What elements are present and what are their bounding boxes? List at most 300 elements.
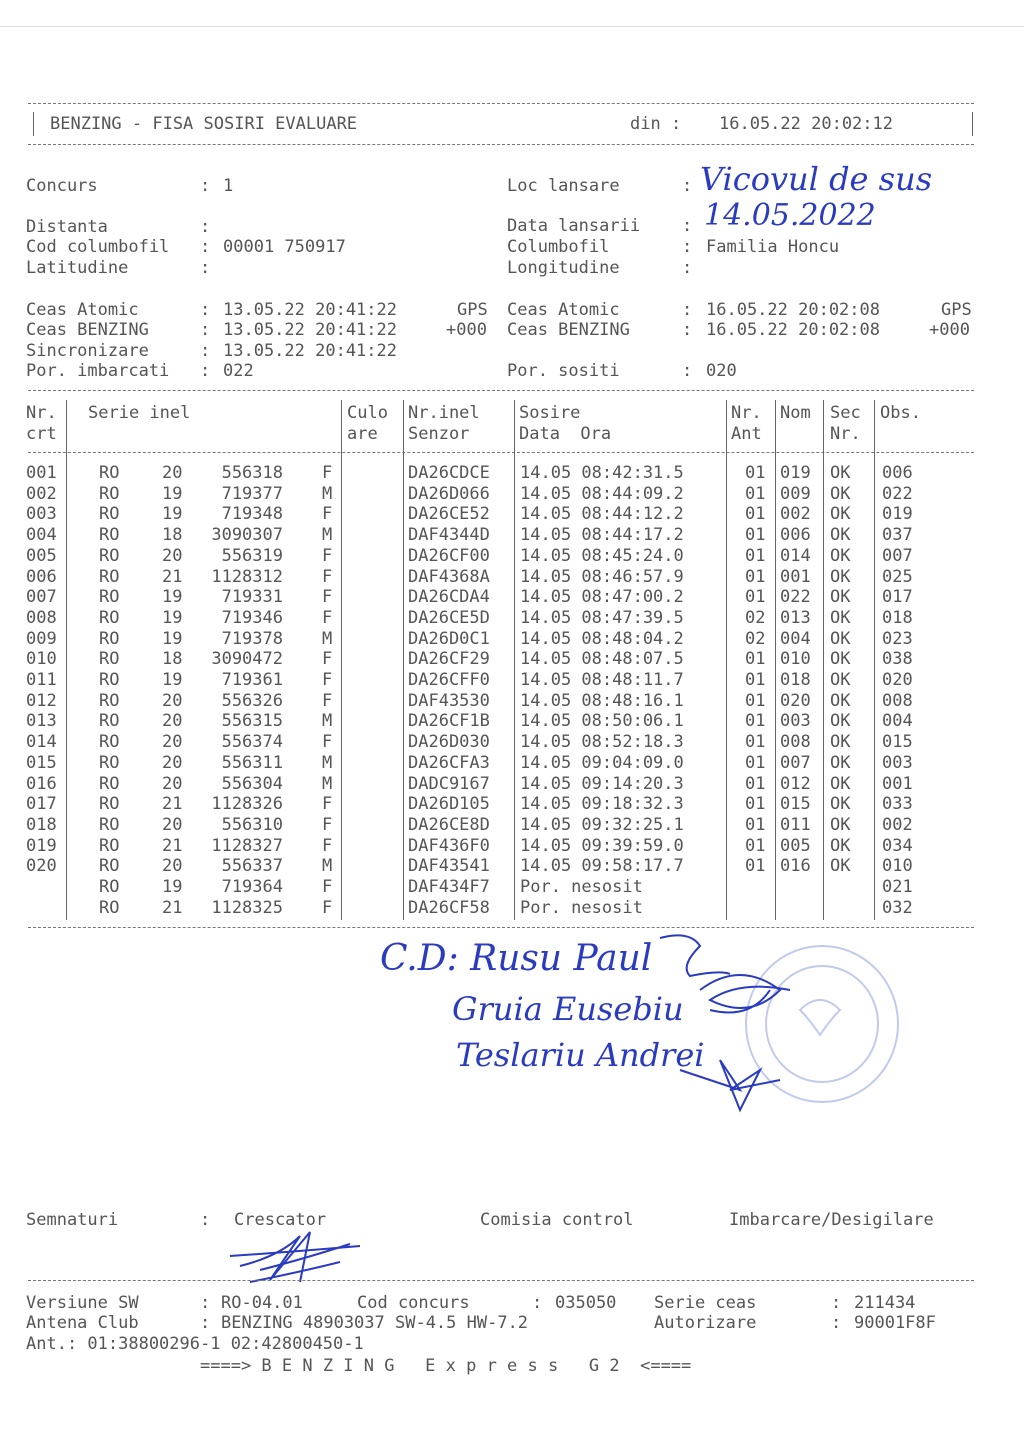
row-nom: 015: [780, 794, 811, 815]
colon: :: [682, 258, 693, 278]
row-sec: OK: [830, 649, 851, 670]
row-country: RO: [99, 814, 120, 835]
row-obs: 025: [882, 566, 913, 587]
colon: :: [200, 1293, 211, 1313]
row-arrival: 14.05 08:52:18.3: [520, 732, 684, 753]
row-arrival: 14.05 09:58:17.7: [520, 856, 684, 877]
col-header-serie-inel: Serie inel: [88, 403, 191, 423]
row-antenna: 01: [745, 545, 766, 566]
row-country: RO: [99, 732, 120, 753]
cod-columbofil-label: Cod columbofil: [26, 237, 170, 257]
row-arrival: 14.05 08:46:57.9: [520, 566, 684, 587]
column-divider: [514, 400, 515, 920]
report-title: BENZING - FISA SOSIRI EVALUARE: [50, 114, 358, 134]
colon: :: [200, 1313, 211, 1333]
handwritten-commission-line-2: Gruia Eusebiu: [452, 990, 684, 1028]
row-nr: 013: [26, 711, 57, 732]
col-header-crt: crt: [26, 424, 57, 444]
row-year: 19: [162, 628, 183, 649]
col-header-obs: Obs.: [880, 403, 921, 423]
col-header-culoare-2: are: [347, 424, 378, 444]
row-year: 20: [162, 856, 183, 877]
scan-edge: [0, 26, 1024, 27]
colon: :: [200, 258, 211, 278]
row-antenna: 02: [745, 628, 766, 649]
row-antenna: 01: [745, 752, 766, 773]
row-sec: OK: [830, 628, 851, 649]
column-divider: [726, 400, 727, 920]
colon: :: [831, 1293, 842, 1313]
col-header-sec: Sec: [830, 403, 861, 423]
row-sex: M: [322, 483, 333, 504]
row-obs: 003: [882, 752, 913, 773]
row-sex: F: [322, 545, 333, 566]
row-ring-number: 556304: [221, 773, 283, 794]
row-arrival: 14.05 08:42:31.5: [520, 463, 684, 483]
serie-ceas-label: Serie ceas: [654, 1293, 757, 1313]
row-nr: 020: [26, 856, 57, 877]
row-sec: OK: [830, 463, 851, 483]
row-antenna: 01: [745, 670, 766, 690]
row-ring-number: 1128325: [211, 897, 283, 918]
row-year: 21: [162, 566, 183, 587]
col-header-senzor: Senzor: [408, 424, 470, 444]
row-antenna: 01: [745, 732, 766, 753]
row-arrival: 14.05 08:50:06.1: [520, 711, 684, 732]
column-divider: [823, 400, 824, 920]
row-nr: 004: [26, 525, 57, 546]
row-antenna: 01: [745, 587, 766, 608]
loc-lansare-label: Loc lansare: [507, 176, 620, 196]
row-country: RO: [99, 690, 120, 711]
row-ring-number: 1128326: [211, 794, 283, 815]
row-nr: 012: [26, 690, 57, 711]
row-sex: F: [322, 897, 333, 918]
row-nom: 019: [780, 463, 811, 483]
row-ring-number: 1128327: [211, 835, 283, 856]
row-ring-number: 1128312: [211, 566, 283, 587]
row-ring-number: 556337: [221, 856, 283, 877]
row-arrival: 14.05 08:44:17.2: [520, 525, 684, 546]
row-sex: M: [322, 752, 333, 773]
row-country: RO: [99, 483, 120, 504]
row-nr: 003: [26, 504, 57, 525]
row-year: 20: [162, 711, 183, 732]
row-nr: 005: [26, 545, 57, 566]
colon: :: [682, 237, 693, 257]
row-country: RO: [99, 835, 120, 856]
row-nr: 014: [26, 732, 57, 753]
row-arrival: 14.05 09:39:59.0: [520, 835, 684, 856]
row-sex: M: [322, 711, 333, 732]
ceas-benzing-end-value: 16.05.22 20:02:08: [706, 320, 880, 340]
crescator-label: Crescator: [234, 1210, 327, 1230]
row-nom: 003: [780, 711, 811, 732]
row-sensor: DA26CE8D: [408, 814, 490, 835]
row-arrival: 14.05 09:04:09.0: [520, 752, 684, 773]
row-arrival: 14.05 09:32:25.1: [520, 814, 684, 835]
row-year: 18: [162, 525, 183, 546]
row-obs: 001: [882, 773, 913, 794]
row-obs: 002: [882, 814, 913, 835]
colon: :: [682, 216, 693, 236]
colon: :: [200, 217, 211, 237]
row-arrival: 14.05 08:47:39.5: [520, 607, 684, 628]
row-obs: 023: [882, 628, 913, 649]
cod-concurs-label: Cod concurs: [357, 1293, 470, 1313]
row-arrival: 14.05 08:48:16.1: [520, 690, 684, 711]
colon: :: [200, 320, 211, 340]
row-sec: OK: [830, 525, 851, 546]
row-obs: 034: [882, 835, 913, 856]
row-antenna: 01: [745, 525, 766, 546]
express-banner: ====> B E N Z I N G E x p r e s s G 2 <====: [200, 1356, 692, 1376]
signature-scribble-2: [700, 975, 790, 1013]
row-sex: F: [322, 877, 333, 897]
concurs-value: 1: [223, 176, 234, 196]
concurs-label: Concurs: [26, 176, 98, 196]
row-ring-number: 719364: [221, 877, 283, 897]
table-header-border: [28, 452, 974, 453]
row-sensor: DA26CDA4: [408, 587, 490, 608]
row-nr: 007: [26, 587, 57, 608]
columbofil-value: Familia Honcu: [706, 237, 840, 257]
row-sex: F: [322, 649, 333, 670]
row-nom: 020: [780, 690, 811, 711]
row-ring-number: 719348: [221, 504, 283, 525]
row-obs: 017: [882, 587, 913, 608]
col-header-nr-inel: Nr.inel: [408, 403, 480, 423]
row-year: 21: [162, 835, 183, 856]
row-year: 19: [162, 504, 183, 525]
row-country: RO: [99, 463, 120, 483]
row-ring-number: 719361: [221, 670, 283, 690]
row-country: RO: [99, 607, 120, 628]
row-year: 20: [162, 545, 183, 566]
por-imbarcati-label: Por. imbarcati: [26, 361, 170, 381]
row-sec: OK: [830, 732, 851, 753]
por-imbarcati-value: 022: [223, 361, 254, 381]
row-ring-number: 556311: [221, 752, 283, 773]
row-obs: 015: [882, 732, 913, 753]
row-country: RO: [99, 525, 120, 546]
por-sositi-label: Por. sositi: [507, 361, 620, 381]
row-sex: M: [322, 525, 333, 546]
ceas-benzing-start-suffix: +000: [446, 320, 487, 340]
row-sensor: DA26D066: [408, 483, 490, 504]
handwritten-commission-line-3: Teslariu Andrei: [456, 1036, 705, 1074]
row-sensor: DA26CFF0: [408, 670, 490, 690]
row-nom: 018: [780, 670, 811, 690]
latitudine-label: Latitudine: [26, 258, 129, 278]
col-header-data-ora: Data Ora: [519, 424, 612, 444]
row-antenna: 01: [745, 463, 766, 483]
colon: :: [682, 176, 693, 196]
row-antenna: 01: [745, 690, 766, 711]
row-obs: 037: [882, 525, 913, 546]
row-antenna: 02: [745, 607, 766, 628]
signature-scribble-3: [680, 1060, 780, 1110]
row-nom: 004: [780, 628, 811, 649]
col-header-culoare: Culo: [347, 403, 388, 423]
report-date-label: din :: [630, 114, 682, 134]
versiune-sw-value: RO-04.01: [221, 1293, 303, 1313]
ceas-atomic-end-label: Ceas Atomic: [507, 300, 620, 320]
table-top-border: [28, 390, 974, 391]
row-ring-number: 719378: [221, 628, 283, 649]
row-country: RO: [99, 649, 120, 670]
row-sec: OK: [830, 607, 851, 628]
column-divider: [66, 400, 67, 920]
row-ring-number: 556319: [221, 545, 283, 566]
row-sec: OK: [830, 670, 851, 690]
row-sensor: DA26CFA3: [408, 752, 490, 773]
row-arrival: 14.05 08:48:07.5: [520, 649, 684, 670]
row-arrival: 14.05 08:44:12.2: [520, 504, 684, 525]
row-nom: 012: [780, 773, 811, 794]
row-sec: OK: [830, 814, 851, 835]
row-obs: 007: [882, 545, 913, 566]
row-sex: F: [322, 566, 333, 587]
antena-club-value: BENZING 48903037 SW-4.5 HW-7.2: [221, 1313, 529, 1333]
row-sensor: DAF434F7: [408, 877, 490, 897]
colon: :: [200, 237, 211, 257]
data-lansarii-label: Data lansarii: [507, 216, 641, 236]
row-sex: F: [322, 607, 333, 628]
row-sec: OK: [830, 835, 851, 856]
colon: :: [532, 1293, 543, 1313]
row-country: RO: [99, 670, 120, 690]
column-divider: [341, 400, 342, 920]
row-sex: F: [322, 670, 333, 690]
col-header-nr-ant: Nr.: [731, 403, 762, 423]
ceas-benzing-end-label: Ceas BENZING: [507, 320, 630, 340]
row-antenna: 01: [745, 566, 766, 587]
row-nr: 010: [26, 649, 57, 670]
antenna-ids: Ant.: 01:38800296-1 02:42800450-1: [26, 1334, 364, 1354]
row-nom: 007: [780, 752, 811, 773]
row-sex: F: [322, 463, 333, 483]
autorizare-label: Autorizare: [654, 1313, 757, 1333]
row-nr: 017: [26, 794, 57, 815]
row-obs: 006: [882, 463, 913, 483]
header-right-border: [972, 112, 973, 136]
row-year: 19: [162, 607, 183, 628]
col-header-nr: Nr.: [26, 403, 57, 423]
row-antenna: 01: [745, 835, 766, 856]
row-obs: 019: [882, 504, 913, 525]
colon: :: [200, 176, 211, 196]
signatures-and-stamp: [640, 920, 920, 1120]
row-sex: M: [322, 628, 333, 649]
row-sensor: DA26CF00: [408, 545, 490, 566]
row-obs: 010: [882, 856, 913, 877]
row-obs: 018: [882, 607, 913, 628]
colon: :: [831, 1313, 842, 1333]
row-sec: OK: [830, 504, 851, 525]
row-arrival: 14.05 08:45:24.0: [520, 545, 684, 566]
row-sex: F: [322, 690, 333, 711]
row-sensor: DADC9167: [408, 773, 490, 794]
row-year: 19: [162, 483, 183, 504]
row-sec: OK: [830, 856, 851, 877]
ceas-atomic-end-suffix: GPS: [941, 300, 972, 320]
row-nom: 014: [780, 545, 811, 566]
row-sensor: DA26D105: [408, 794, 490, 815]
row-country: RO: [99, 587, 120, 608]
row-ring-number: 719377: [221, 483, 283, 504]
row-ring-number: 556374: [221, 732, 283, 753]
row-sex: M: [322, 856, 333, 877]
row-sec: OK: [830, 690, 851, 711]
row-arrival: 14.05 08:47:00.2: [520, 587, 684, 608]
row-nom: 008: [780, 732, 811, 753]
row-year: 18: [162, 649, 183, 670]
row-sensor: DAF43530: [408, 690, 490, 711]
row-sec: OK: [830, 566, 851, 587]
serie-ceas-value: 211434: [854, 1293, 916, 1313]
row-sex: F: [322, 504, 333, 525]
colon: :: [682, 361, 693, 381]
row-year: 20: [162, 732, 183, 753]
colon: :: [682, 320, 693, 340]
row-country: RO: [99, 711, 120, 732]
row-nom: 016: [780, 856, 811, 877]
row-ring-number: 3090472: [211, 649, 283, 670]
cod-concurs-value: 035050: [555, 1293, 617, 1313]
row-nr: 018: [26, 814, 57, 835]
col-header-nom: Nom: [780, 403, 811, 423]
column-divider: [775, 400, 776, 920]
row-arrival: 14.05 09:14:20.3: [520, 773, 684, 794]
row-sensor: DAF436F0: [408, 835, 490, 856]
footer-separator: [28, 1280, 974, 1281]
row-ring-number: 556310: [221, 814, 283, 835]
row-sex: F: [322, 732, 333, 753]
colon: :: [682, 300, 693, 320]
row-obs: 038: [882, 649, 913, 670]
row-ring-number: 556326: [221, 690, 283, 711]
row-sensor: DA26CF58: [408, 897, 490, 918]
row-obs: 021: [882, 877, 913, 897]
row-sensor: DA26CF29: [408, 649, 490, 670]
row-sex: F: [322, 794, 333, 815]
row-obs: 033: [882, 794, 913, 815]
handwritten-commission-line-1: C.D: Rusu Paul: [380, 938, 653, 979]
ceas-benzing-start-label: Ceas BENZING: [26, 320, 149, 340]
row-nr: 002: [26, 483, 57, 504]
row-country: RO: [99, 566, 120, 587]
row-year: 19: [162, 587, 183, 608]
colon: :: [200, 341, 211, 361]
row-obs: 032: [882, 897, 913, 918]
distanta-label: Distanta: [26, 217, 108, 237]
row-country: RO: [99, 545, 120, 566]
comisia-control-label: Comisia control: [480, 1210, 634, 1230]
row-sensor: DAF4344D: [408, 525, 490, 546]
col-header-sosire: Sosire: [519, 403, 581, 423]
col-header-sec-nr: Nr.: [830, 424, 861, 444]
report-date-value: 16.05.22 20:02:12: [719, 114, 893, 134]
row-ring-number: 719331: [221, 587, 283, 608]
row-arrival: 14.05 08:48:04.2: [520, 628, 684, 649]
header-top-border: [28, 103, 974, 104]
ceas-atomic-end-value: 16.05.22 20:02:08: [706, 300, 880, 320]
row-antenna: 01: [745, 483, 766, 504]
imbarcare-desigilare-label: Imbarcare/Desigilare: [729, 1210, 934, 1230]
row-obs: 022: [882, 483, 913, 504]
longitudine-label: Longitudine: [507, 258, 620, 278]
row-year: 20: [162, 690, 183, 711]
row-country: RO: [99, 856, 120, 877]
row-antenna: 01: [745, 814, 766, 835]
row-year: 20: [162, 752, 183, 773]
columbofil-label: Columbofil: [507, 237, 610, 257]
row-antenna: 01: [745, 773, 766, 794]
column-divider: [874, 400, 875, 920]
row-antenna: 01: [745, 794, 766, 815]
ceas-atomic-start-label: Ceas Atomic: [26, 300, 139, 320]
row-nom: 002: [780, 504, 811, 525]
row-antenna: 01: [745, 711, 766, 732]
row-nr: 015: [26, 752, 57, 773]
row-nr: 011: [26, 670, 57, 690]
row-country: RO: [99, 752, 120, 773]
row-obs: 020: [882, 670, 913, 690]
row-sec: OK: [830, 752, 851, 773]
row-obs: 004: [882, 711, 913, 732]
ceas-atomic-start-suffix: GPS: [457, 300, 488, 320]
row-ring-number: 556318: [221, 463, 283, 483]
row-nr: 008: [26, 607, 57, 628]
row-arrival: 14.05 08:48:11.7: [520, 670, 684, 690]
row-sex: F: [322, 835, 333, 856]
row-nom: 009: [780, 483, 811, 504]
row-sec: OK: [830, 587, 851, 608]
row-year: 21: [162, 794, 183, 815]
ceas-atomic-start-value: 13.05.22 20:41:22: [223, 300, 397, 320]
signature-scribble-1: [660, 935, 730, 976]
row-nr: 001: [26, 463, 57, 483]
row-country: RO: [99, 877, 120, 897]
row-year: 21: [162, 897, 183, 918]
sincronizare-value: 13.05.22 20:41:22: [223, 341, 397, 361]
row-sec: OK: [830, 773, 851, 794]
row-antenna: 01: [745, 856, 766, 877]
row-sec: OK: [830, 545, 851, 566]
sincronizare-label: Sincronizare: [26, 341, 149, 361]
colon: :: [200, 300, 211, 320]
row-nr: 009: [26, 628, 57, 649]
row-sensor: DA26D030: [408, 732, 490, 753]
versiune-sw-label: Versiune SW: [26, 1293, 139, 1313]
row-sensor: DA26D0C1: [408, 628, 490, 649]
cod-columbofil-value: 00001 750917: [223, 237, 346, 257]
row-year: 19: [162, 670, 183, 690]
row-arrival: Por. nesosit: [520, 897, 643, 918]
row-arrival: 14.05 08:44:09.2: [520, 483, 684, 504]
row-country: RO: [99, 628, 120, 649]
row-nom: 011: [780, 814, 811, 835]
row-antenna: 01: [745, 649, 766, 670]
autorizare-value: 90001F8F: [854, 1313, 936, 1333]
row-sec: OK: [830, 483, 851, 504]
header-bottom-border: [28, 144, 974, 145]
row-nom: 006: [780, 525, 811, 546]
row-year: 20: [162, 773, 183, 794]
row-sec: OK: [830, 711, 851, 732]
row-sex: F: [322, 587, 333, 608]
